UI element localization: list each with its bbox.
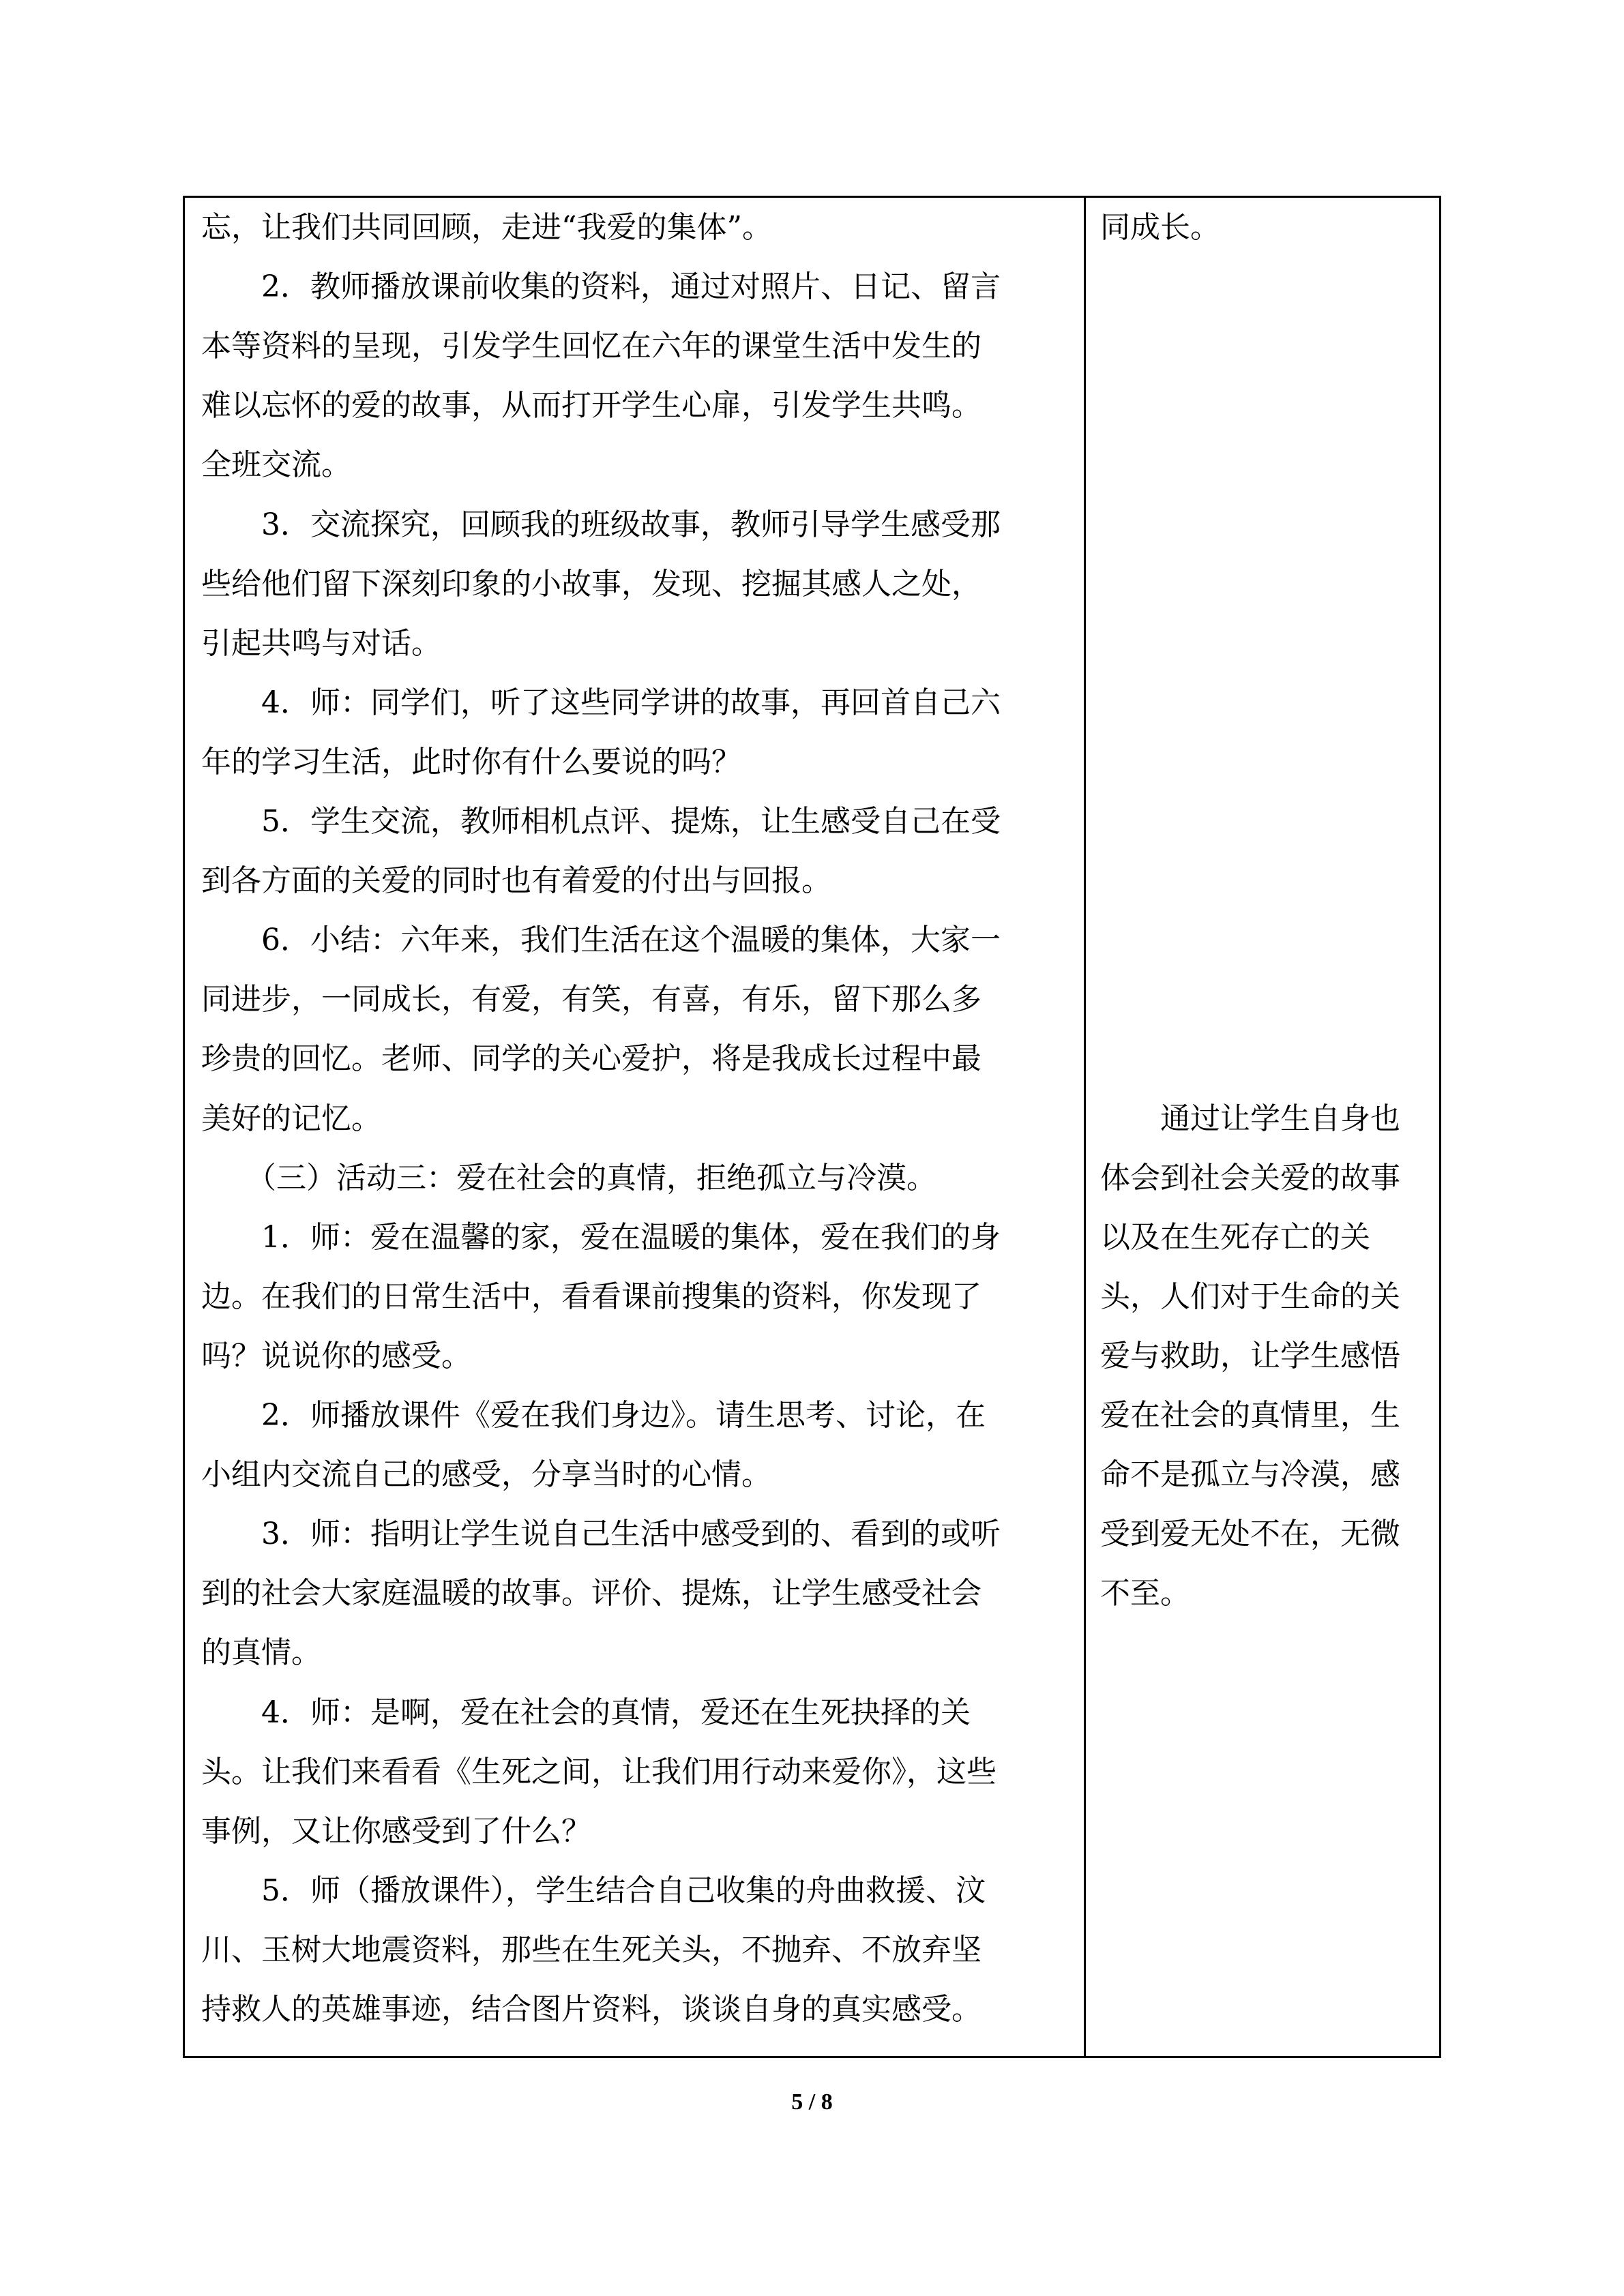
process-text-line: 2．教师播放课前收集的资料，通过对照片、日记、留言 (201, 269, 1001, 305)
process-text-line: 5．师（播放课件），学生结合自己收集的舟曲救援、汶 (201, 1873, 986, 1908)
process-text-line: 年的学习生活，此时你有什么要说的吗？ (201, 744, 741, 779)
design-intent-line: 命不是孤立与冷漠，感 (1100, 1457, 1400, 1493)
process-text-line: 事例，又让你感受到了什么？ (201, 1813, 591, 1849)
design-intent-line: 通过让学生自身也 (1100, 1101, 1400, 1136)
process-text-line: 美好的记忆。 (201, 1101, 381, 1136)
design-intent-line: 头，人们对于生命的关 (1100, 1279, 1400, 1314)
process-text-line: 同进步，一同成长，有爱，有笑，有喜，有乐，留下那么多 (201, 982, 981, 1017)
design-intent-line: 以及在生死存亡的关 (1100, 1219, 1370, 1255)
process-text-line: 川、玉树大地震资料，那些在生死关头，不抛弃、不放弃坚 (201, 1932, 981, 1967)
process-text-line: 头。让我们来看看《生死之间，让我们用行动来爱你》，这些 (201, 1754, 996, 1789)
process-text-line: 吗？说说你的感受。 (201, 1338, 471, 1373)
process-text-line: 1．师：爱在温馨的家，爱在温暖的集体，爱在我们的身 (201, 1219, 1001, 1255)
process-text-line: 4．师：是啊，爱在社会的真情，爱还在生死抉择的关 (201, 1695, 971, 1730)
process-text-line: 引起共鸣与对话。 (201, 625, 441, 661)
process-text-line: 珍贵的回忆。老师、同学的关心爱护，将是我成长过程中最 (201, 1041, 981, 1077)
process-text-line: 小组内交流自己的感受，分享当时的心情。 (201, 1457, 771, 1493)
process-text-line: 本等资料的呈现，引发学生回忆在六年的课堂生活中发生的 (201, 329, 981, 364)
process-text-line: 到的社会大家庭温暖的故事。评价、提炼，让学生感受社会 (201, 1576, 981, 1611)
design-intent-top-line: 同成长。 (1100, 210, 1220, 245)
process-text-line: 忘，让我们共同回顾，走进“我爱的集体”。 (201, 210, 772, 245)
page-number: 5 / 8 (791, 2089, 833, 2115)
process-text-line: （三）活动三：爱在社会的真情，拒绝孤立与冷漠。 (201, 1160, 936, 1195)
process-text-line: 全班交流。 (201, 447, 351, 483)
process-text-line: 的真情。 (201, 1635, 321, 1671)
design-intent-line: 体会到社会关爱的故事 (1100, 1160, 1400, 1195)
process-text-line: 3．交流探究，回顾我的班级故事，教师引导学生感受那 (201, 507, 1001, 542)
process-text-line: 难以忘怀的爱的故事，从而打开学生心扉，引发学生共鸣。 (201, 388, 981, 423)
process-text-line: 些给他们留下深刻印象的小故事，发现、挖掘其感人之处， (201, 566, 981, 601)
design-intent-line: 爱与救助，让学生感悟 (1100, 1338, 1400, 1373)
design-intent-line: 受到爱无处不在，无微 (1100, 1517, 1400, 1552)
process-text-line: 4．师：同学们，听了这些同学讲的故事，再回首自己六 (201, 685, 1001, 720)
process-text-line: 3．师：指明让学生说自己生活中感受到的、看到的或听 (201, 1517, 1001, 1552)
process-text-line: 边。在我们的日常生活中，看看课前搜集的资料，你发现了 (201, 1279, 981, 1314)
process-text-line: 到各方面的关爱的同时也有着爱的付出与回报。 (201, 863, 831, 899)
lesson-plan-table (183, 196, 1441, 2058)
process-text-line: 2．师播放课件《爱在我们身边》。请生思考、讨论，在 (201, 1398, 986, 1433)
column-divider (1084, 198, 1086, 2056)
design-intent-line: 爱在社会的真情里，生 (1100, 1398, 1400, 1433)
process-text-line: 持救人的英雄事迹，结合图片资料，谈谈自身的真实感受。 (201, 1992, 981, 2027)
design-intent-line: 不至。 (1100, 1576, 1190, 1611)
process-text-line: 5．学生交流，教师相机点评、提炼，让生感受自己在受 (201, 804, 1001, 839)
process-text-line: 6．小结：六年来，我们生活在这个温暖的集体，大家一 (201, 923, 1001, 958)
